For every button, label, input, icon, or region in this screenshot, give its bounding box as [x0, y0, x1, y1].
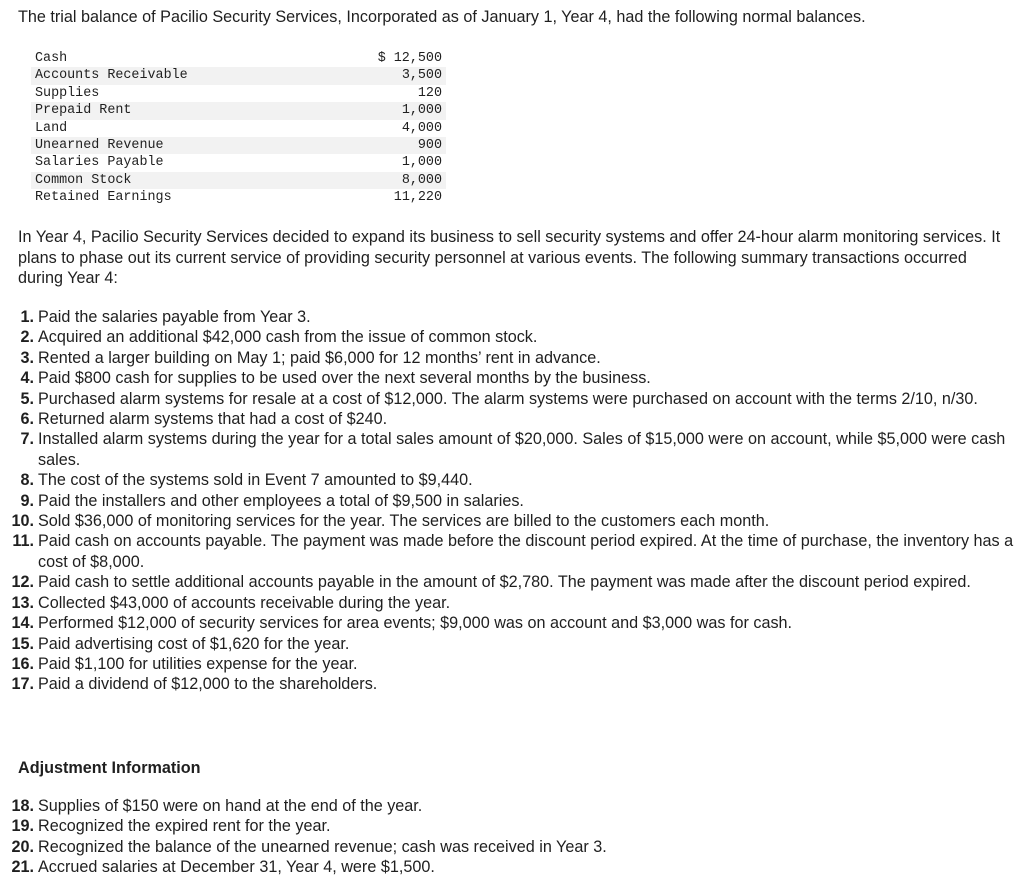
list-item — [0, 531, 1020, 572]
item-text: Accrued salaries at December 31, Year 4, were $1,500. — [38, 858, 435, 877]
item-number: 9 . — [0, 491, 34, 511]
list-item — [0, 327, 1020, 347]
list-item — [0, 613, 1020, 633]
table-row — [31, 154, 446, 171]
item-text: Paid $1,100 for utilities expense for the year. — [38, 654, 358, 673]
item-text: Paid the installers and other employees a total of $9,500 in salaries. — [38, 491, 524, 510]
list-item — [0, 857, 1020, 877]
list-item — [0, 634, 1020, 654]
table-row — [31, 172, 446, 189]
trial-balance-table — [31, 50, 446, 207]
item-number: 15 . — [0, 634, 34, 654]
item-number: 4 . — [0, 368, 34, 388]
item-number: 13 . — [0, 593, 34, 613]
item-number: 21 . — [0, 857, 34, 877]
table-row — [31, 67, 446, 84]
description-paragraph: In Year 4, Pacilio Security Services decided to expand its business to sell security systems and offer 24-hour alarm monitoring services. It plans to phase out its current service of providing security personnel at various events. The following summary transactions occurred during Year 4: — [18, 228, 1001, 287]
list-item — [0, 511, 1020, 531]
table-row — [31, 120, 446, 137]
item-number: 8 . — [0, 470, 34, 490]
list-item — [0, 409, 1020, 429]
item-text: Recognized the expired rent for the year. — [38, 817, 331, 836]
item-text: Paid the salaries payable from Year 3. — [38, 308, 311, 326]
list-item — [0, 593, 1020, 613]
item-text: Purchased alarm systems for resale at a cost of $12,000. The alarm systems were purchased on account with the terms 2/10, n/30. — [38, 389, 978, 408]
item-number: 16 . — [0, 654, 34, 674]
item-text: Installed alarm systems during the year for a total sales amount of $20,000. Sales of $15,000 were on account, while $5,000 were cash sales. — [38, 430, 1006, 469]
item-number: 17 . — [0, 674, 34, 694]
item-text: Paid $800 cash for supplies to be used over the next several months by the business. — [38, 369, 651, 388]
item-number: 1 . — [0, 307, 34, 327]
item-number: 6 . — [0, 409, 34, 429]
item-number: 12 . — [0, 572, 34, 592]
list-item — [0, 837, 1020, 857]
account-name: Land — [35, 120, 68, 136]
item-text: Acquired an additional $42,000 cash from the issue of common stock. — [38, 328, 538, 347]
account-name: Retained Earnings — [35, 190, 172, 206]
item-text: Collected $43,000 of accounts receivable during the year. — [38, 593, 451, 612]
account-name: Cash — [35, 51, 68, 66]
table-row — [31, 137, 446, 154]
list-item — [0, 389, 1020, 409]
table-row — [31, 85, 446, 102]
item-text: Paid cash on accounts payable. The payment was made before the discount period expired. At the time of purchase, the inventory has a cost of $8,000. — [38, 532, 1014, 571]
item-text: Paid cash to settle additional accounts payable in the amount of $2,780. The payment was made after the discount period expired. — [38, 573, 971, 592]
item-number: 18 . — [0, 796, 34, 816]
list-item — [0, 307, 1020, 327]
item-text: Rented a larger building on May 1; paid $6,000 for 12 months’ rent in advance. — [38, 348, 601, 367]
account-amount: 1,000 — [269, 102, 446, 119]
account-amount: 8,000 — [269, 172, 446, 189]
account-amount: 1,000 — [401, 155, 442, 171]
item-number: 19 . — [0, 816, 34, 836]
item-number: 20 . — [0, 837, 34, 857]
list-item — [0, 429, 1020, 470]
table-row — [31, 102, 446, 119]
table-row — [31, 50, 446, 67]
item-text: The cost of the systems sold in Event 7 amounted to $9,440. — [38, 471, 473, 490]
table-row — [31, 189, 446, 206]
account-amount: 11,220 — [393, 190, 442, 206]
account-amount: 120 — [417, 85, 442, 101]
list-item — [0, 572, 1020, 592]
account-name: Common Stock — [31, 172, 269, 189]
list-item — [0, 796, 1020, 816]
list-item — [0, 348, 1020, 368]
item-number: 7 . — [0, 429, 34, 449]
item-number: 3 . — [0, 348, 34, 368]
account-amount: 4,000 — [401, 120, 442, 136]
account-amount: 3,500 — [269, 67, 446, 84]
list-item — [0, 491, 1020, 511]
item-text: Returned alarm systems that had a cost of $240. — [38, 410, 388, 429]
list-item — [0, 816, 1020, 836]
item-text: Paid advertising cost of $1,620 for the year. — [38, 634, 350, 653]
list-item — [0, 368, 1020, 388]
item-text: Supplies of $150 were on hand at the end of the year. — [38, 797, 423, 815]
account-name: Supplies — [35, 85, 100, 101]
intro-text: The trial balance of Pacilio Security Services, Incorporated as of January 1, Year 4, had the following normal balances. — [18, 8, 866, 26]
account-name: Prepaid Rent — [31, 102, 269, 119]
item-text: Sold $36,000 of monitoring services for the year. The services are billed to the customers each month. — [38, 512, 770, 531]
item-text: Paid a dividend of $12,000 to the shareholders. — [38, 675, 378, 694]
list-item — [0, 470, 1020, 490]
item-number: 5 . — [0, 389, 34, 409]
item-number: 11 . — [0, 531, 34, 551]
adjustment-heading: Adjustment Information — [18, 759, 201, 777]
item-number: 10 . — [0, 511, 34, 531]
item-text: Performed $12,000 of security services for area events; $9,000 was on account and $3,000 was for cash. — [38, 614, 793, 633]
item-number: 2 . — [0, 327, 34, 347]
item-number: 14 . — [0, 613, 34, 633]
list-item — [0, 654, 1020, 674]
list-item — [0, 674, 1020, 694]
item-text: Recognized the balance of the unearned revenue; cash was received in Year 3. — [38, 837, 607, 856]
account-amount: $ 12,500 — [377, 51, 442, 66]
account-name: Salaries Payable — [35, 155, 164, 171]
account-amount: 900 — [269, 137, 446, 154]
account-name: Unearned Revenue — [31, 137, 269, 154]
account-name: Accounts Receivable — [31, 67, 269, 84]
adjustment-list — [0, 796, 1020, 878]
transaction-list — [0, 307, 1020, 695]
